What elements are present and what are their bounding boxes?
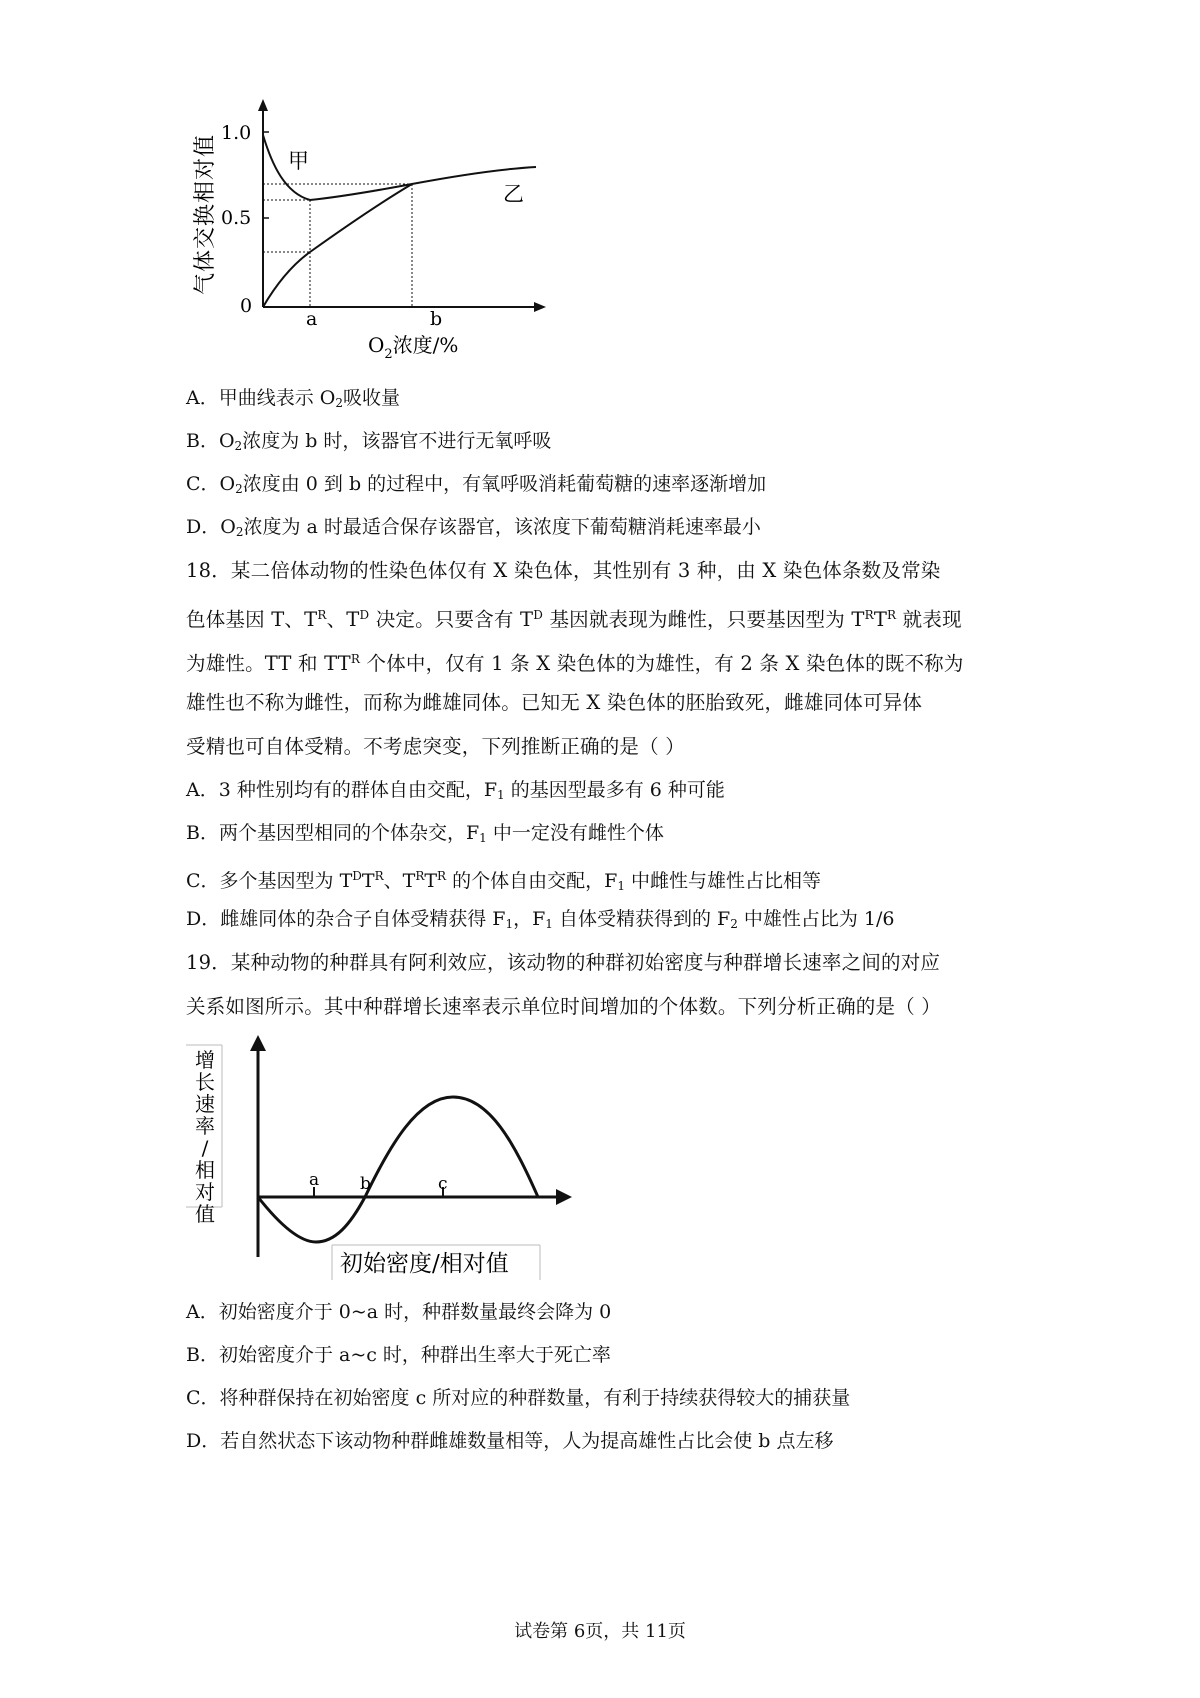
q18-stem-line-2: 色体基因 T、$T^R$、$T^D$ 决定。只要含有 $T^D$ 基因就表现为雌性，只要基因型为 $T^RT^R$ 就表现 (186, 608, 962, 631)
svg-text:增: 增 (195, 1048, 215, 1072)
curve-label-yi: 乙 (503, 182, 524, 206)
point-label-c: c (438, 1174, 448, 1194)
q18-stem-line-3: 为雄性。TT 和 $TT^R$ 个体中，仅有 1 条 X 染色体的为雄性，有 2 条 X 染色体的既不称为 (186, 652, 964, 675)
q18-stem-line-4: 雄性也不称为雌性，而称为雌雄同体。已知无 X 染色体的胚胎致死，雌雄同体可异体 (186, 691, 923, 714)
q18-option-a: A．3 种性别均有的群体自由交配，$F_1$ 的基因型最多有 6 种可能 (186, 779, 725, 802)
q17-option-b: B．$O_2$浓度为 b 时，该器官不进行无氧呼吸 (186, 430, 552, 453)
y-tick-label-0: 0 (240, 295, 253, 317)
q18-stem-line-1: 18．某二倍体动物的性染色体仅有 X 染色体，其性别有 3 种，由 X 染色体条数及常染 (186, 559, 941, 582)
curve-label-jia: 甲 (288, 149, 309, 173)
page-footer: 试卷第 6页，共 11页 (514, 1621, 686, 1642)
q17-option-a: A．甲曲线表示 $O_2$吸收量 (186, 387, 400, 410)
q18-stem-line-5: 受精也可自体受精。不考虑突变，下列推断正确的是（ ） (186, 735, 685, 758)
point-label-b: b (360, 1174, 371, 1194)
x-axis-title: $O_2$浓度/% (368, 333, 459, 362)
svg-text:值: 值 (195, 1202, 215, 1226)
curve-yi (263, 184, 412, 307)
q19-option-b: B．初始密度介于 a~c 时，种群出生率大于死亡率 (186, 1344, 611, 1366)
point-label-a: a (309, 1170, 320, 1190)
svg-text:速: 速 (195, 1092, 215, 1116)
q19-stem-line-1: 19．某种动物的种群具有阿利效应，该动物的种群初始密度与种群增长速率之间的对应 (186, 951, 941, 974)
q18-option-d: D．雌雄同体的杂合子自体受精获得 $F_1$，$F_1$ 自体受精获得到的 $F_2$ 中雄性占比为 1/6 (186, 908, 895, 931)
q17-option-c: C．$O_2$浓度由 0 到 b 的过程中，有氧呼吸消耗葡萄糖的速率逐渐增加 (186, 473, 767, 496)
svg-text:相: 相 (195, 1158, 215, 1182)
q18-option-b: B．两个基因型相同的个体杂交，$F_1$ 中一定没有雌性个体 (186, 822, 664, 845)
q19-option-d: D．若自然状态下该动物种群雌雄数量相等，人为提高雄性占比会使 b 点左移 (186, 1430, 834, 1452)
svg-text:率: 率 (195, 1114, 215, 1138)
q18-option-c: C．多个基因型为 $T^DT^R$、$T^RT^R$ 的个体自由交配，$F_1$ 中雌性与雄性占比相等 (186, 869, 822, 893)
y-axis-arrow (250, 1035, 266, 1051)
y-tick-label-05: 0.5 (221, 207, 252, 229)
y-axis-title: 气体交换相对值 (193, 133, 218, 295)
q19-option-a: A．初始密度介于 0~a 时，种群数量最终会降为 0 (186, 1301, 612, 1323)
x-axis-arrow (534, 302, 546, 312)
figure-allee-effect-chart (180, 1035, 580, 1285)
figure-gas-exchange-chart (180, 95, 560, 365)
q17-option-d: D．$O_2$浓度为 a 时最适合保存该器官，该浓度下葡萄糖消耗速率最小 (186, 516, 761, 539)
y-axis-title (195, 1048, 215, 1226)
q19-stem-line-2: 关系如图所示。其中种群增长速率表示单位时间增加的个体数。下列分析正确的是（ ） (186, 995, 941, 1018)
svg-text:/: / (201, 1136, 209, 1160)
x-axis-title: 初始密度/相对值 (340, 1251, 509, 1277)
svg-text:长: 长 (195, 1070, 215, 1094)
q19-option-c: C．将种群保持在初始密度 c 所对应的种群数量，有利于持续获得较大的捕获量 (186, 1387, 851, 1409)
svg-text:对: 对 (195, 1180, 215, 1204)
x-tick-label-a: a (306, 308, 318, 330)
x-tick-label-b: b (430, 308, 443, 330)
y-axis-arrow (258, 99, 268, 111)
x-axis-arrow (556, 1189, 572, 1205)
dotted-guides (263, 184, 412, 307)
growth-rate-curve (258, 1097, 538, 1242)
y-tick-label-1: 1.0 (221, 122, 252, 144)
